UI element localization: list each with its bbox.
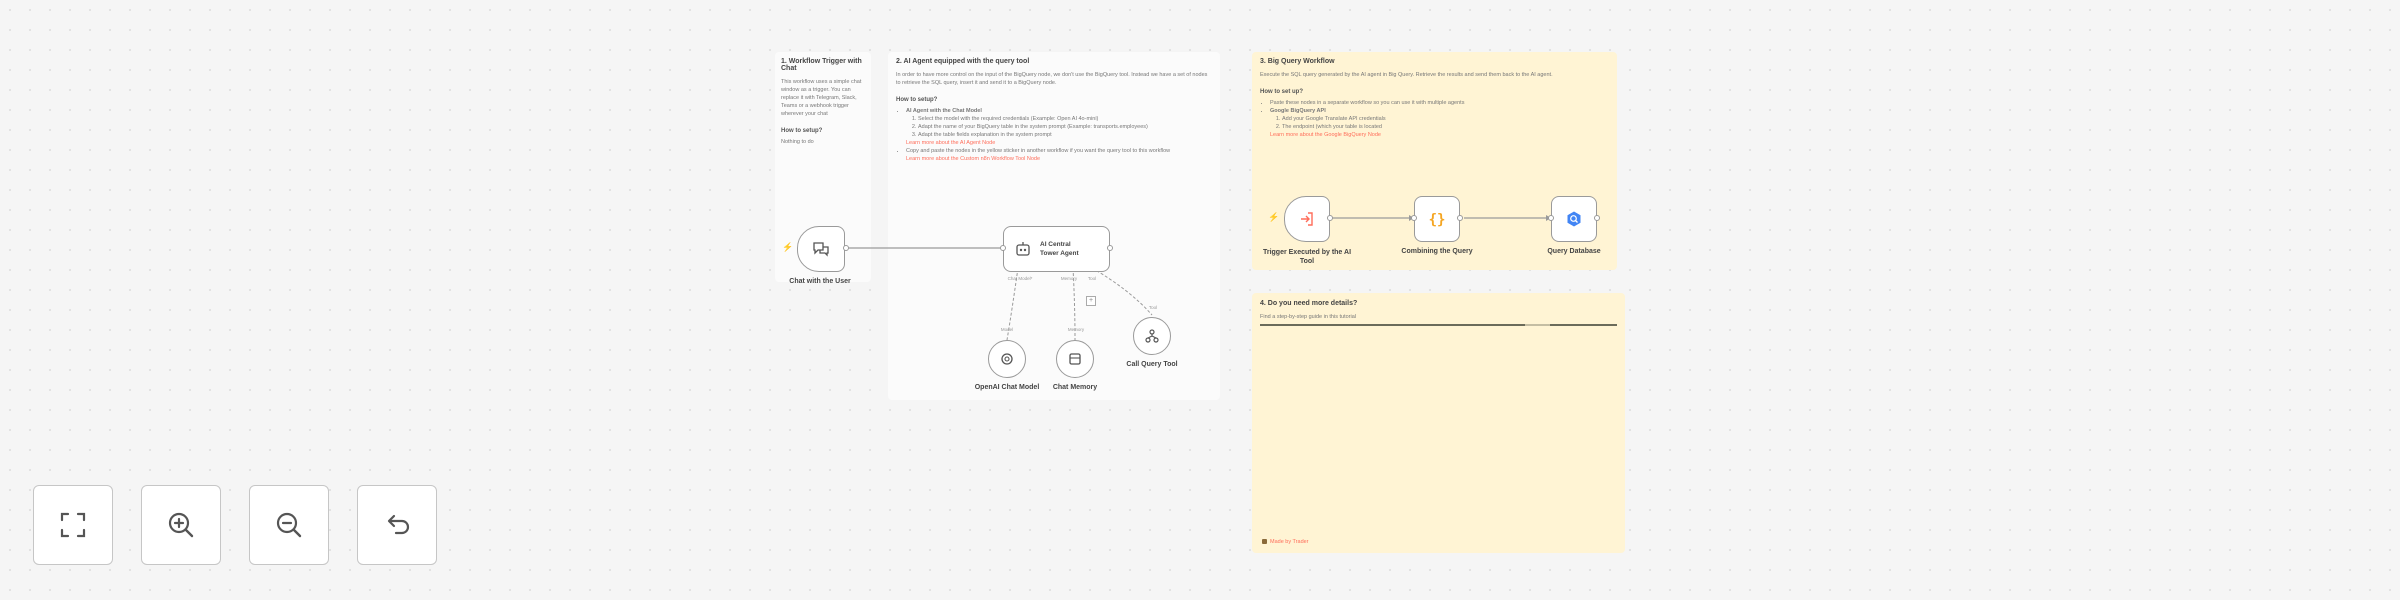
query-db-input-handle[interactable]: [1548, 215, 1554, 221]
robot-icon: [1014, 240, 1032, 258]
call-query-tool-node[interactable]: [1133, 317, 1171, 355]
sticky-agent-title: 2. AI Agent equipped with the query tool: [896, 58, 1030, 65]
sticky-bigquery-title: 3. Big Query Workflow: [1260, 58, 1335, 65]
query-db-output-handle[interactable]: [1594, 215, 1600, 221]
ai-agent-input-handle[interactable]: [1000, 245, 1006, 251]
call-query-tool-label: Call Query Tool: [1126, 361, 1178, 368]
sticky-agent-how-title: How to setup?: [896, 97, 938, 103]
sign-in-icon: [1298, 210, 1316, 228]
combine-query-node[interactable]: [1414, 196, 1460, 242]
chat-icon: [811, 239, 831, 259]
sticky-bigquery-how-title: How to set up?: [1260, 89, 1303, 95]
sticky-agent-link[interactable]: Learn more about the AI Agent Node: [906, 140, 996, 146]
combine-query-label: Combining the Query: [1401, 248, 1473, 255]
fit-view-icon: [56, 508, 90, 542]
sticky-bigquery-text: Execute the SQL query generated by the AI agent in Big Query. Retrieve the results and send them back to the AI agent.: [1260, 72, 1553, 78]
fit-view-button[interactable]: [33, 485, 113, 565]
sticky-trigger-title: 1. Workflow Trigger with Chat: [781, 58, 862, 72]
sticky-agent-link-2[interactable]: Learn more about the Custom n8n Workflow Tool Node: [906, 156, 1041, 162]
sticky-trigger-text: This workflow uses a simple chat window as a trigger. You can replace it with Telegram, Slack, Teams or a webhook trigger wherever your chat: [781, 79, 862, 117]
agent-port-tool: Tool: [1087, 276, 1097, 281]
agent-port-memory: Memory: [1060, 276, 1078, 281]
sticky-agent-list: [896, 107, 1212, 163]
sticky-trigger-how-title: How to setup?: [781, 128, 823, 134]
tool-port-label: Tool: [1148, 305, 1158, 310]
trigger-bolt-icon: ⚡: [782, 242, 794, 252]
openai-icon: [999, 351, 1015, 367]
sticky-details-text: Find a step-by-step guide in this tutorial: [1260, 314, 1356, 320]
ai-agent-output-handle[interactable]: [1107, 245, 1113, 251]
chat-memory-label: Chat Memory: [1052, 384, 1098, 391]
sticky-bigquery-link[interactable]: Learn more about the Google BigQuery Node: [1270, 132, 1381, 138]
ai-agent-node[interactable]: [1003, 226, 1110, 272]
exec-trigger-bolt-icon: ⚡: [1268, 212, 1280, 222]
svg-text:{}: {}: [1428, 212, 1446, 228]
memory-port-label: Memory: [1067, 327, 1085, 332]
zoom-in-icon: [164, 508, 198, 542]
zoom-out-icon: [272, 508, 306, 542]
openai-port-label: Model: [1000, 327, 1014, 332]
video-embed-bar[interactable]: [1260, 324, 1617, 326]
braces-icon: [1427, 210, 1447, 228]
undo-button[interactable]: [357, 485, 437, 565]
chat-trigger-node[interactable]: [797, 226, 845, 272]
undo-icon: [380, 508, 414, 542]
sticky-details-footer: Made by Trader: [1262, 539, 1309, 545]
sitemap-icon: [1144, 328, 1160, 344]
query-database-node[interactable]: [1551, 196, 1597, 242]
exec-trigger-node[interactable]: [1284, 196, 1330, 242]
chat-trigger-label: Chat with the User: [789, 278, 851, 285]
agent-port-model: Chat Model*: [1007, 276, 1033, 281]
openai-chat-model-node[interactable]: [988, 340, 1026, 378]
exec-trigger-label: Trigger Executed by the AI Tool: [1262, 249, 1352, 265]
chat-memory-node[interactable]: [1056, 340, 1094, 378]
sticky-agent-text: In order to have more control on the input of the BigQuery node, we don't use the BigQuery tool. Instead we have a set of nodes to retrieve the SQL query, insert it and send it to a BigQuery node.: [896, 72, 1208, 86]
sticky-agent-item: • Copy and paste the nodes in the yellow sticker in another workflow if you want the query tool to this workflow Learn more about the Custom n8n Workflow Tool Node: [906, 147, 1212, 163]
sticky-agent-item: • AI Agent with the Chat Model 1. Select the model with the required credentials (Example: Open AI 4o-mini) 2. Adapt the name of your BigQuery table in the system prompt (Example: transports.employees) 3. Adapt the table fields explanation in the system prompt Learn more about the AI Agent Node: [906, 107, 1212, 147]
chat-trigger-output-handle[interactable]: [843, 245, 849, 251]
add-tool-icon[interactable]: +: [1086, 296, 1096, 306]
query-database-label: Query Database: [1547, 248, 1601, 255]
sticky-more-details[interactable]: [1252, 293, 1625, 553]
ai-agent-label: AI Central Tower Agent: [1040, 241, 1079, 257]
sticky-trigger-how-text: Nothing to do: [781, 139, 814, 145]
footer-icon: [1262, 539, 1267, 544]
bigquery-icon: [1565, 210, 1583, 228]
zoom-in-button[interactable]: [141, 485, 221, 565]
sticky-details-title: 4. Do you need more details?: [1260, 300, 1358, 307]
sticky-bigquery-item: • Paste these nodes in a separate workflow so you can use it with multiple agents: [1270, 99, 1609, 107]
openai-chat-model-label: OpenAI Chat Model: [974, 384, 1040, 391]
sticky-bigquery-item: • Google BigQuery API 1. Add your Google Translate API credentials 2. The endpoint (which your table is located Learn more about the Google BigQuery Node: [1270, 107, 1609, 139]
combine-output-handle[interactable]: [1457, 215, 1463, 221]
database-icon: [1068, 352, 1082, 366]
exec-trigger-output-handle[interactable]: [1327, 215, 1333, 221]
combine-input-handle[interactable]: [1411, 215, 1417, 221]
zoom-out-button[interactable]: [249, 485, 329, 565]
sticky-bigquery-list: [1260, 99, 1609, 139]
